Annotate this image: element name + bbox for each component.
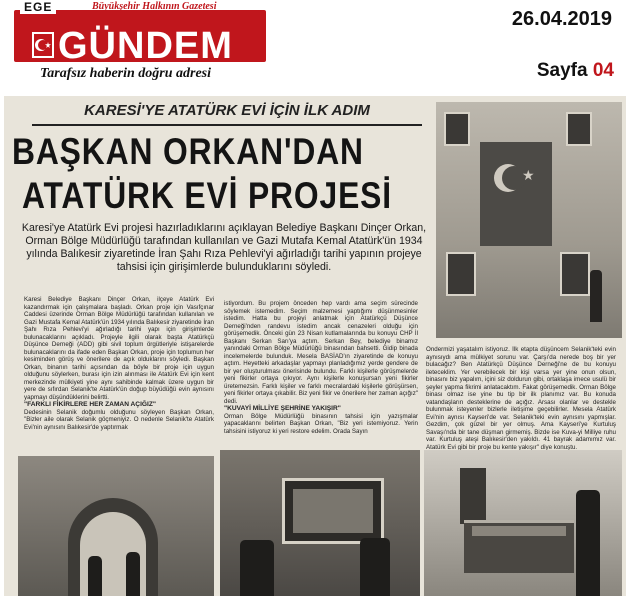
column-3-text: Öndermizi yaşatalım istiyoruz. İlk etapta düşüncem Selanik'teki evin aynısıydı ama mülkiyet sorunu var. Çarşı'da nerede boş bir yer bulacağız? Ben Atatürkçü Düşünce Derneği'ne de bu konuyu ileteceklim. Yer verebilecek bir kişi varsa yer yine onun olsun, binasını biz yapalım, içini siz doldurun gibi, ortaklaşa imece usulü bir şeyler yapma fikrimi anlatacaktım. Fakat görüşemedik. Orman Bölge binası olmaz ise yine bu tip bir ilk planımız var. Bu konuda vatandaşların desteklerine de açığız. Arsası olanlar ve destekle bulunmak isteyenler bizlerle iletişime geçebilirler. Mesela Atatürk Evi'nin aynısı Kayseri'de var. Selanik'teki evin aynısını yapmışlar. Gezdim, çok güzel bir yer olmuş. Ama Kayseri'ye Kurtuluş Savaşı'nda bir tane düşman girmemiş. Bizde ise Kuva-yi Milliye ruhu var. Kurtuluş ateşi Balıkesir'den yakıldı. 41 bayrak adamımız var. Atatürk Evi gibi bir proje bu kente yakışır" diye konuştu. [426, 346, 616, 451]
logo [14, 10, 266, 67]
page-number: 04 [592, 60, 614, 81]
page-label: Sayfa [536, 60, 588, 81]
column-1-text: Karesi Belediye Başkanı Dinçer Orkan, ilçeye Atatürk Evi kazandırmak için çalışmalara başladı. Orkan proje için Vasıfçınar Caddesi üzerinde Orman Bölge Müdürlüğü tarafından kullanılan ve Gazi Mustafa Kemal Atatürk'ün 1934 yılında Balıkesir ziyaretinde İran Şahı Rıza Pehlevi'yi ağırladığı tarihi yapı için girişimlerde bulunacaklarını açıkladı. Projeyle ilgili olarak başta Atatürkçü Düşünce Derneği (ADD) gibi sivil toplum örgütleriyle istişarelerde bulunacaklarını da ifade eden Başkan Orkan, proje için toplumun her kesiminden görüş ve önerilere de açık olduklarını söyledi. Başkan Orkan, binanın tarihi açısından da böyle bir proje için uygun olduğunu söylerken, burası için izin alınması ile Atatürk Evi için kent merkezinde mülkiyeti yine aynı sahibinde kalmak üzere uygun bir yere de sıfırdan Selanik'te Atatürk'ün doğup büyüdüğü evin aynısını yapmayı düşündüklerini belirtti. [24, 296, 214, 401]
column-2-text-2: Orman Bölge Müdürlüğü binasının tahsisi için yazışmalar yapacaklarını belirten Başkan Orkan, "Biz yeri istemiyoruz. Yerin tahsisini istiyoruz ki yeri restore edelim. Orada Sayın [224, 412, 418, 435]
article-lead: Karesi'ye Atatürk Evi projesi hazırladıklarını açıklayan Belediye Başkanı Dinçer Orkan, Orman Bölge Müdürlüğü tarafından kullanılan ve Gazi Mutafa Kemal Atatürk'ün 1934 yılında Balıkesir ziyaretinde İran Şahı Rıza Pehlevi'yi ağırladığı tarihi yapının projeye tahsisi için girişimlerde bulunduklarını söyledi. [21, 222, 427, 273]
newspaper-clipping [4, 96, 626, 596]
brand-name: GÜNDEM [58, 25, 233, 67]
person-figure [590, 270, 602, 322]
star-icon: ★ [522, 168, 535, 184]
turkish-flag-photo [480, 142, 552, 246]
column-1-text-2: Dedesinin Selanik doğumlu olduğunu söyleyen Başkan Orkan, "Bizler aile olarak Selanik göçmeniyiz. O nedenle Selanik'te Atatürk Evi'nin aynısını Balıkesir'de yaptırmak [24, 408, 214, 431]
photo-entrance [18, 456, 214, 596]
column-2-text: istiyordum. Bu projem önceden hep vardı ama seçim sürecinde söylemek istemedim. Seçim malzemesi yaptığımı düşünmesinler istedim. Hatta bu projeyi anlatmak için Atatürkçü Düşünce Derneği'nden randevu istedim ancak cenazeleri olduğu için görüşemedik. Önceki gün 23 Nisan kutlamalarında bu konuyu CHP İl Başkanı Serkan Sarı'ya açtım. Serkan Bey, belediye binamız yanındaki Orman Bölge Müdürlüğü binasından bahsetti. Gidip binada incelemelerde bulunduk. Mesela BASİAD'ın ziyaretinde de konuyu açtım. Heyetteki arkadaşlar yapmayı planladığımız yerde gendere de bir yer oluşturulması önerisinde bulundu. Farklı kişilerle görüşmelerde yeni fikirler ortaya çıkıyor. Aynı kişilerle konuşursan yeni fikirler üretemezsin. Farklı kişiler ve farklı mecralardaki kişilerle görüşürsen, yeni fikirler ortaya çıkabilir. Biz yeni fikir ve önerilere her zaman açığız" dedi. [224, 300, 418, 405]
flag-icon [32, 32, 54, 58]
page-indicator [537, 60, 614, 82]
article-kicker: KARESİ'YE ATATÜRK EVİ İÇİN İLK ADIM [32, 102, 422, 126]
bottom-slogan: Tarafsız haberin doğru adresi [40, 66, 212, 81]
headline-line-1: BAŞKAN ORKAN'DAN [12, 131, 364, 172]
framed-picture [282, 478, 384, 544]
article-column-2 [224, 300, 418, 450]
building-photo [436, 102, 622, 338]
headline-line-2: ATATÜRK EVİ PROJESİ [22, 175, 392, 216]
issue-date: 26.04.2019 [511, 8, 612, 30]
brand-prefix: EGE [20, 0, 56, 14]
column-2-subheading: "KUVAYİ MİLLİYE ŞEHRİNE YAKIŞIR" [224, 405, 341, 412]
top-slogan: Büyükşehir Halkının Gazetesi [92, 1, 217, 12]
photo-display-case [424, 450, 622, 596]
photo-interior [220, 450, 420, 596]
column-1-subheading: "FARKLI FİKİRLERE HER ZAMAN AÇIĞIZ" [24, 401, 157, 408]
newspaper-header [0, 0, 630, 96]
